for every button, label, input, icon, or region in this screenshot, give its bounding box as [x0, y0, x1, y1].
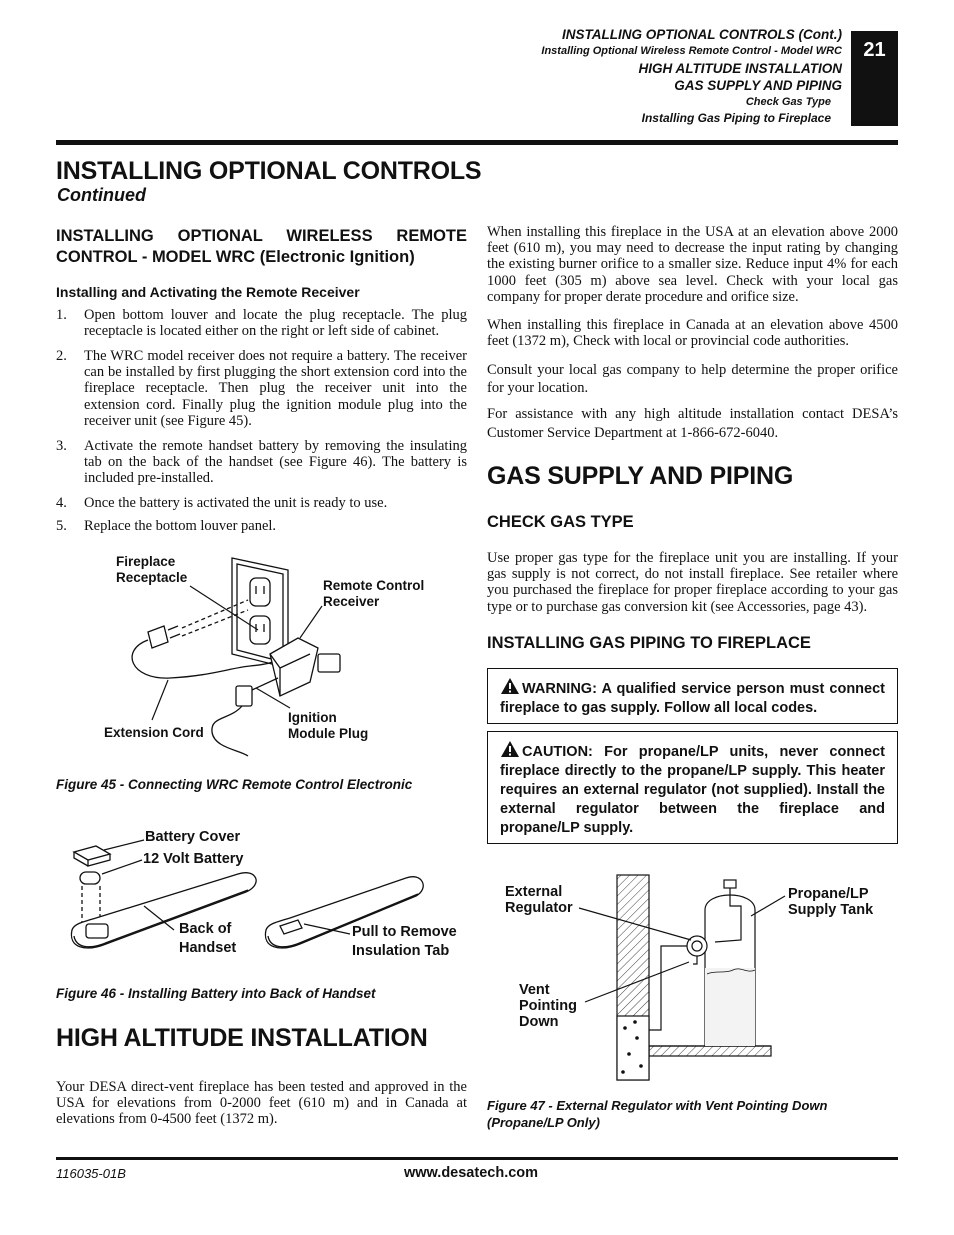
high-altitude-text: Your DESA direct-vent fireplace has been tested and approved in the USA for elevations from 0-2000 feet (610 m) and in Canada at elevations from 0-4500 feet (1372 m).: [56, 1079, 467, 1128]
check-gas-type-body: Use proper gas type for the fireplace unit you are installing. If your gas supply is not correct, do not install fireplace. See retailer where you purchased the fireplace for proper fireplace according to your gas type or to purchase gas conversion kit (see Accessories, page 43).: [487, 550, 898, 615]
warning-box: [487, 668, 898, 724]
ha-paragraph-3: Consult your local gas company to help determine the proper orifice for your location.: [487, 362, 898, 396]
step-number: 2.: [56, 348, 67, 364]
label-line: Regulator: [505, 900, 573, 916]
header-line: INSTALLING OPTIONAL CONTROLS (Cont.): [562, 27, 842, 42]
wrc-heading-line1: INSTALLING OPTIONAL WIRELESS REMOTE: [56, 227, 467, 245]
warning-text: WARNING: A qualified service person must connect fireplace to gas supply. Follow all local codes.: [500, 681, 885, 716]
wrc-heading-line2: CONTROL - MODEL WRC (Electronic Ignition): [56, 248, 415, 266]
receiver-heading: Installing and Activating the Remote Receiver: [56, 284, 360, 300]
header-line: Installing Gas Piping to Fireplace: [641, 111, 831, 125]
step-number: 1.: [56, 307, 67, 323]
ha-paragraph-1: When installing this fireplace in the USA at an elevation above 2000 feet (610 m), you may need to decrease the input rating by changing the existing burner orifice to a smaller size. Reduce input 4% for each 1000 feet (305 m) above sea level. Check with your local gas company for proper derate procedure and orifice size.: [487, 224, 898, 305]
piping-heading: INSTALLING GAS PIPING TO FIREPLACE: [487, 634, 811, 652]
wrc-heading: [56, 226, 467, 268]
label-pull-to-remove: [352, 923, 457, 961]
label-line: Propane/LP: [788, 886, 869, 902]
header-rule: [56, 140, 898, 145]
list-item: [56, 495, 467, 512]
label-line: Down: [519, 1014, 559, 1030]
warning-icon: [500, 677, 520, 695]
figure-47-caption: Figure 47 - External Regulator with Vent Pointing Down (Propane/LP Only): [487, 1098, 828, 1130]
list-item: [56, 348, 467, 430]
section-title-high-altitude: HIGH ALTITUDE INSTALLATION: [56, 1024, 428, 1052]
label-line: Handset: [179, 940, 237, 956]
header-line: GAS SUPPLY AND PIPING: [674, 78, 842, 93]
step-text: Once the battery is activated the unit is ready to use.: [84, 495, 388, 511]
label-battery-cover: Battery Cover: [145, 829, 241, 845]
continued-label: Continued: [57, 185, 146, 205]
running-header-sub: [431, 94, 831, 127]
label-line: Insulation Tab: [352, 943, 450, 959]
label-line: Ignition: [288, 710, 337, 725]
figure-45-caption: Figure 45 - Connecting WRC Remote Control Electronic: [56, 777, 413, 792]
label-line: Receiver: [323, 594, 380, 609]
step-text: Replace the bottom louver panel.: [84, 518, 277, 534]
section-title-gas-supply: GAS SUPPLY AND PIPING: [487, 462, 794, 490]
footer-rule: [56, 1157, 898, 1160]
label-line: Receptacle: [116, 570, 188, 585]
label-line: Remote Control: [323, 578, 425, 593]
caution-box: [487, 731, 898, 844]
label-line: Pointing: [519, 998, 577, 1014]
label-line: Supply Tank: [788, 902, 874, 918]
figure-46-caption: Figure 46 - Installing Battery into Back of Handset: [56, 986, 376, 1001]
list-item: [56, 438, 467, 488]
ha-paragraph-4: For assistance with any high altitude installation contact DESA’s Customer Service Department at 1-866-672-6040.: [487, 406, 898, 441]
label-line: External: [505, 884, 563, 900]
step-text: Open bottom louver and locate the plug receptacle. The plug receptacle is located either on the right or left side of cabinet.: [84, 307, 467, 340]
list-item: [56, 307, 467, 341]
header-line: HIGH ALTITUDE INSTALLATION: [638, 61, 842, 76]
part-number: 116035-01B: [56, 1166, 126, 1181]
step-number: 4.: [56, 495, 67, 511]
page-number: 21: [851, 31, 898, 126]
step-text: Activate the remote handset battery by removing the insulating tab on the back of the handset (see Figure 46). The battery is included pre-installed.: [84, 438, 467, 487]
check-gas-type-text: [487, 550, 898, 615]
label-back-of-handset: [179, 920, 236, 958]
section-title-optional-controls: INSTALLING OPTIONAL CONTROLS: [56, 157, 482, 185]
label-line: Pull to Remove: [352, 924, 457, 940]
check-gas-type-heading: CHECK GAS TYPE: [487, 513, 634, 531]
caution-text: CAUTION: For propane/LP units, never connect fireplace directly to the propane/LP supply. This heater requires an external regulator (not supplied). Install the external regulator between the fireplace and propane/LP supply.: [500, 744, 885, 836]
label-vent-pointing-down: [519, 982, 577, 1030]
caution-icon: [500, 740, 520, 758]
label-line: Vent: [519, 982, 550, 998]
step-number: 3.: [56, 438, 67, 454]
label-line: Back of: [179, 921, 232, 937]
figure-45-leaders: [140, 580, 340, 730]
label-line: Module Plug: [288, 726, 369, 741]
figure-47-leaders: [575, 870, 795, 1085]
header-line: Installing Optional Wireless Remote Control - Model WRC: [541, 45, 842, 57]
step-number: 5.: [56, 518, 67, 534]
label-propane-supply-tank: [788, 886, 873, 918]
label-12-volt-battery: 12 Volt Battery: [143, 851, 244, 867]
list-item: [56, 518, 467, 535]
header-line: Check Gas Type: [745, 96, 831, 108]
label-line: Fireplace: [116, 554, 176, 569]
label-extension-cord: Extension Cord: [104, 725, 204, 740]
running-header: [382, 26, 842, 94]
label-external-regulator: [505, 884, 573, 916]
ha-paragraph-2: When installing this fireplace in Canada at an elevation above 4500 feet (1372 m), Check with local or provincial code authorities.: [487, 317, 898, 350]
website-link[interactable]: www.desatech.com: [404, 1165, 539, 1181]
step-text: The WRC model receiver does not require a battery. The receiver can be installed by first plugging the short extension cord into the fireplace receptacle. Then plug the receiver unit into the extension cord. Finally plug the ignition module plug into the receiver unit (see Figure 45).: [84, 348, 467, 429]
